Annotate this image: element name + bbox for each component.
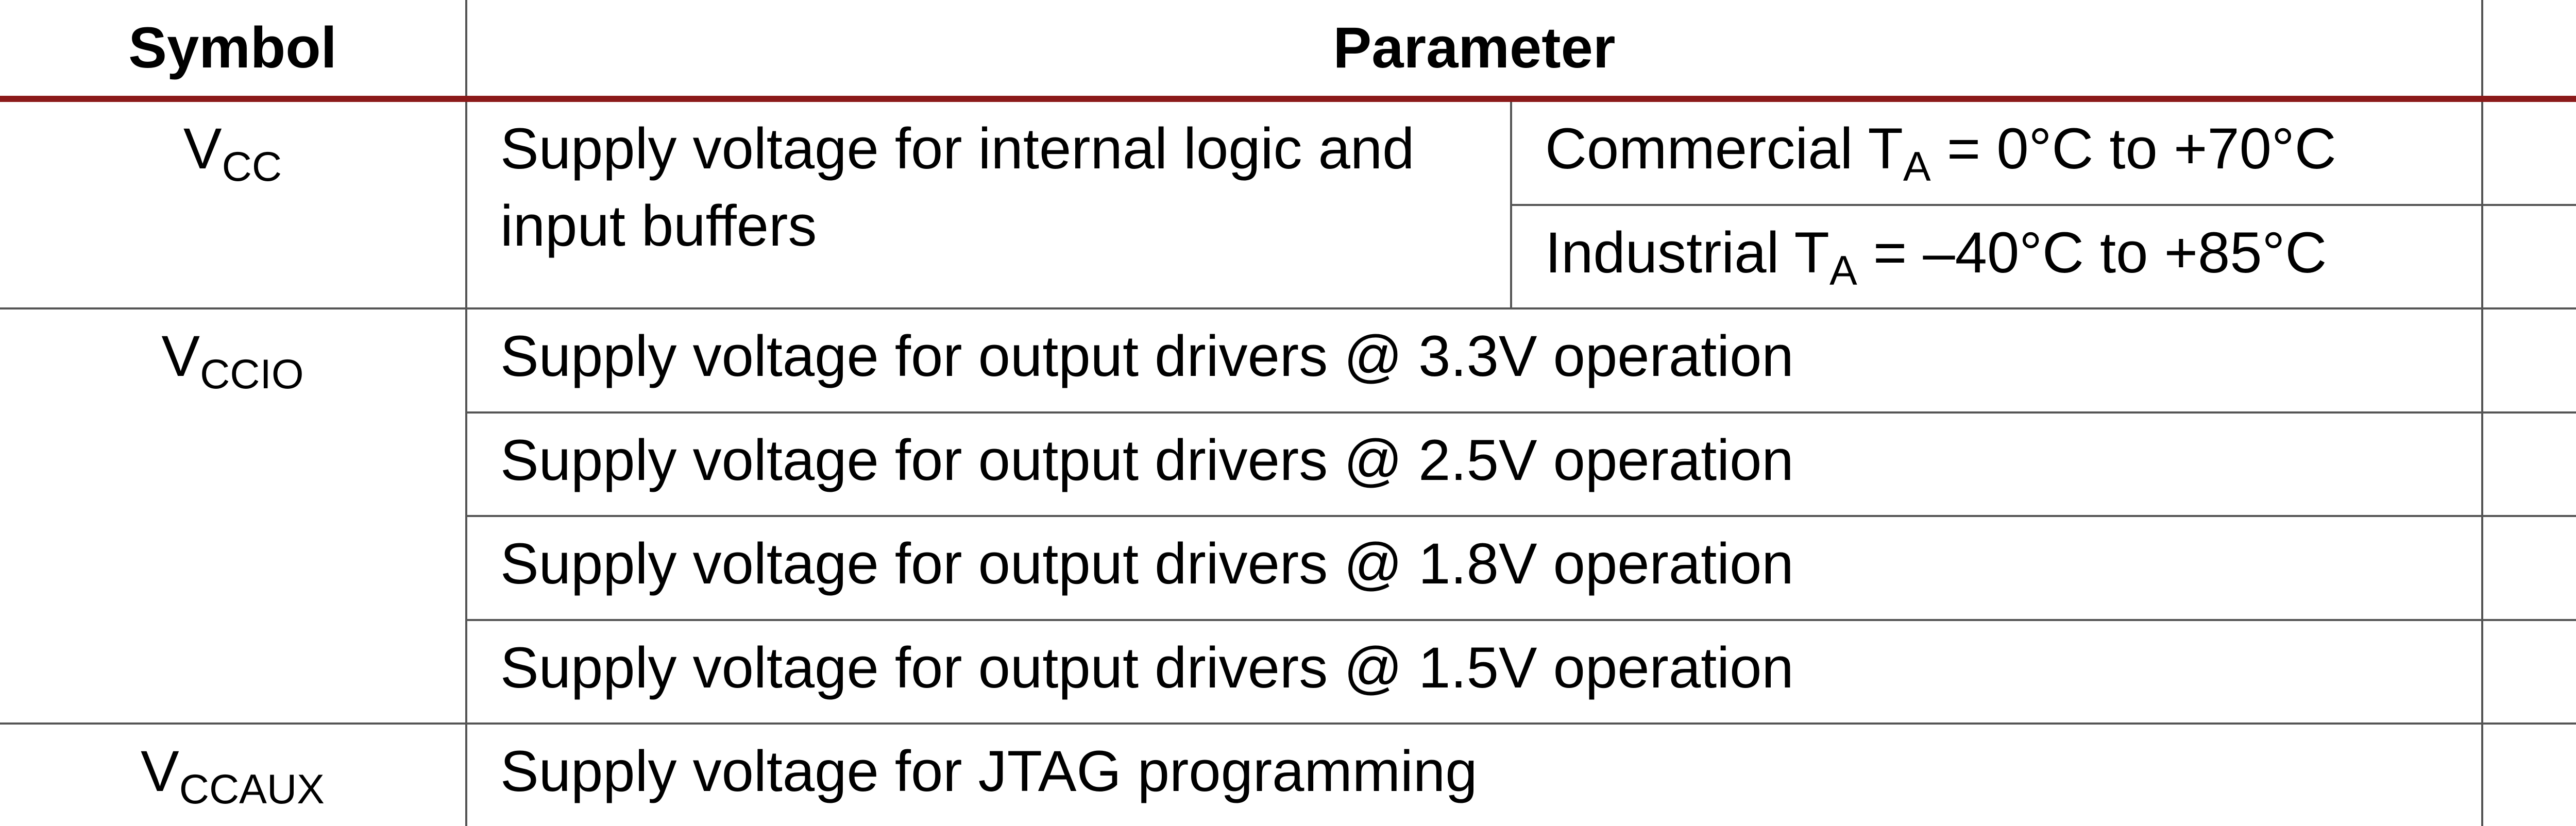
parameter-vcc: Supply voltage for internal logic and input buffers <box>466 99 1511 308</box>
condition-commercial: Commercial $T_A = 0^\circ C$ to +70°C <box>1511 99 2482 205</box>
min-value <box>2482 620 2576 724</box>
min-value <box>2482 99 2576 205</box>
header-row <box>0 0 2576 99</box>
parameter-vccio-1v5: Supply voltage for output drivers @ 1.5V operation <box>466 620 2482 724</box>
parameter-vccio-3v3: Supply voltage for output drivers @ 3.3V operation <box>466 308 2482 412</box>
table-row <box>0 99 2576 205</box>
min-value <box>2482 724 2576 826</box>
parameter-vccaux: Supply voltage for JTAG programming <box>466 724 2482 826</box>
parameter-vccio-1v8: Supply voltage for output drivers @ 1.8V operation <box>466 516 2482 620</box>
parameter-vccio-2v5: Supply voltage for output drivers @ 2.5V operation <box>466 412 2482 516</box>
min-value <box>2482 205 2576 308</box>
symbol-vccio: $V_{CCIO}$ <box>0 308 466 724</box>
header-parameter: Parameter <box>466 0 2482 99</box>
table-row <box>0 724 2576 826</box>
condition-industrial: Industrial $T_A = -40^\circ C$ to +85°C <box>1511 205 2482 308</box>
header-symbol: Symbol <box>0 0 466 99</box>
header-min <box>2482 0 2576 99</box>
min-value <box>2482 412 2576 516</box>
symbol-vccaux: $V_{CCAUX}$ <box>0 724 466 826</box>
min-value <box>2482 516 2576 620</box>
symbol-vcc: $V_{CC}$ <box>0 99 466 308</box>
min-value <box>2482 308 2576 412</box>
table-row <box>0 308 2576 412</box>
